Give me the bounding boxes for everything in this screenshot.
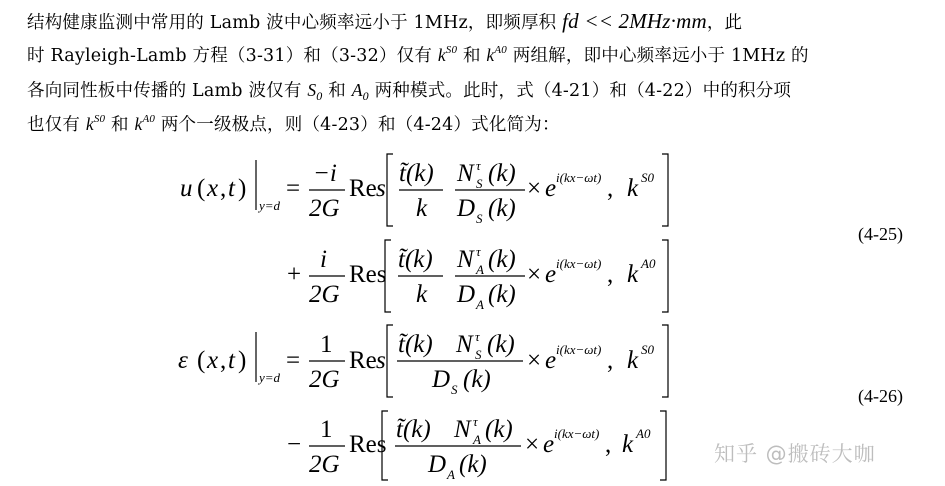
text-segment: 和 (105, 115, 135, 135)
svg-text:i(kx−ωt): i(kx−ωt) (556, 256, 602, 271)
bracket-left (387, 325, 393, 397)
text-segment: 两个一级极点，则（4-23）和（4-24）式化简为： (155, 115, 560, 135)
svg-text:A0: A0 (636, 426, 651, 441)
kS0-symbol: $k^{S0}$ (85, 113, 106, 134)
svg-text:): ) (238, 347, 247, 374)
svg-text:,: , (605, 431, 612, 458)
svg-text:,: , (220, 347, 227, 374)
bracket-right (662, 154, 668, 226)
svg-text:t̃(k): t̃(k) (399, 160, 434, 187)
svg-text:τ: τ (476, 158, 481, 173)
svg-text:×: × (527, 347, 542, 374)
svg-text:s: s (376, 347, 386, 374)
bracket-right (660, 411, 666, 480)
text-segment: 两种模式。此时，式（4-21）和（4-22）中的积分项 (368, 81, 792, 101)
svg-text:τ: τ (476, 244, 481, 259)
svg-text:t: t (228, 175, 235, 202)
A0-symbol: $A_0$ (351, 80, 369, 103)
bracket-left (387, 154, 393, 226)
bracket-right (662, 325, 668, 397)
svg-text:t̃(k): t̃(k) (396, 416, 431, 443)
svg-text:e: e (543, 431, 555, 458)
svg-text:(k): (k) (487, 331, 515, 358)
svg-text:A: A (476, 262, 484, 277)
svg-text:k: k (416, 281, 428, 308)
svg-text:t: t (228, 347, 235, 374)
equation-number-4-26: (4-26) (858, 386, 903, 406)
text-segment: 和 (457, 46, 487, 66)
svg-text:y=d: y=d (259, 370, 281, 385)
svg-text:N: N (457, 246, 474, 273)
kS0-symbol: $k^{S0}$ (437, 44, 458, 65)
svg-text:×: × (525, 431, 540, 458)
svg-text:S: S (475, 347, 482, 362)
text-segment: 结构健康监测中常用的 Lamb 波中心频率远小于 1MHz，即频厚积 (27, 13, 563, 33)
watermark: 知乎 @搬砖大咖 (714, 442, 876, 466)
svg-text:2G: 2G (309, 195, 340, 222)
text-segment: 时 Rayleigh-Lamb 方程（3-31）和（3-32）仅有 (27, 46, 438, 66)
svg-text:e: e (545, 347, 557, 374)
text-segment: 各向同性板中传播的 Lamb 波仅有 (27, 81, 308, 101)
svg-text:N: N (456, 331, 473, 358)
fd-condition-math: fd << 2MHz·mm (562, 9, 707, 33)
svg-text:Re: Re (349, 347, 377, 374)
svg-text:A0: A0 (641, 256, 656, 271)
svg-text:i(kx−ωt): i(kx−ωt) (556, 170, 602, 185)
text-segment: ，此 (706, 13, 743, 33)
svg-text:(k): (k) (485, 416, 513, 443)
svg-text:(: ( (197, 347, 206, 374)
svg-text:τ: τ (473, 414, 478, 429)
svg-text:×: × (527, 175, 542, 202)
svg-text:y=d: y=d (259, 198, 281, 213)
svg-text:S: S (476, 211, 483, 226)
svg-text:,: , (607, 347, 614, 374)
svg-text:ε: ε (178, 347, 188, 374)
svg-text:S0: S0 (641, 170, 654, 185)
text-segment: 两组解，即中心频率远小于 1MHz 的 (507, 46, 809, 66)
svg-text:S: S (476, 176, 483, 191)
svg-text:Res: Res (349, 261, 387, 288)
svg-text:D: D (457, 195, 476, 222)
svg-text:−: − (287, 431, 302, 458)
svg-text:2G: 2G (309, 451, 340, 478)
svg-text:2G: 2G (309, 281, 340, 308)
svg-text:k: k (416, 195, 428, 222)
bracket-right (662, 240, 668, 312)
svg-text:k: k (627, 261, 639, 288)
svg-text:k: k (622, 431, 634, 458)
svg-text:t̃(k): t̃(k) (398, 246, 433, 273)
svg-text:A: A (447, 467, 455, 482)
svg-text:u: u (180, 175, 193, 202)
svg-text:,: , (607, 175, 614, 202)
S0-symbol: $S_0$ (307, 80, 323, 103)
svg-text:(k): (k) (488, 195, 516, 222)
svg-text:x: x (207, 175, 219, 202)
svg-text:τ: τ (475, 329, 480, 344)
svg-text:(: ( (197, 175, 206, 202)
svg-text:i(kx−ωt): i(kx−ωt) (556, 342, 602, 357)
kA0-symbol: $k^{A0}$ (486, 44, 508, 65)
svg-text:e: e (545, 261, 557, 288)
svg-text:+: + (287, 261, 302, 288)
svg-text:k: k (627, 347, 639, 374)
svg-text:D: D (428, 451, 447, 478)
svg-text:D: D (432, 366, 451, 393)
svg-text:A: A (476, 297, 484, 312)
text-segment: 和 (322, 81, 352, 101)
svg-text:(k): (k) (459, 451, 487, 478)
svg-text:(k): (k) (488, 246, 516, 273)
svg-text:1: 1 (320, 331, 333, 358)
svg-text:,: , (220, 175, 227, 202)
svg-text:): ) (238, 175, 247, 202)
equation-number-4-25: (4-25) (858, 224, 903, 244)
svg-text:A: A (473, 432, 481, 447)
svg-text:2G: 2G (309, 366, 340, 393)
svg-text:Re: Re (349, 175, 377, 202)
svg-text:(k): (k) (463, 366, 491, 393)
svg-text:N: N (454, 416, 471, 443)
svg-text:i(kx−ωt): i(kx−ωt) (554, 426, 600, 441)
svg-text:S0: S0 (641, 342, 654, 357)
svg-text:s: s (376, 175, 386, 202)
svg-text:Res: Res (349, 431, 387, 458)
svg-text:i: i (320, 246, 327, 273)
svg-text:e: e (545, 175, 557, 202)
svg-text:,: , (607, 261, 614, 288)
svg-text:N: N (457, 160, 474, 187)
svg-text:1: 1 (320, 416, 333, 443)
svg-text:(k): (k) (488, 281, 516, 308)
svg-text:×: × (527, 261, 542, 288)
svg-text:−i: −i (313, 160, 337, 187)
kA0-symbol: $k^{A0}$ (134, 113, 156, 134)
svg-text:=: = (286, 347, 301, 374)
svg-text:S: S (451, 382, 458, 397)
svg-text:D: D (457, 281, 476, 308)
svg-text:x: x (207, 347, 219, 374)
svg-text:=: = (286, 175, 301, 202)
svg-text:t̃(k): t̃(k) (398, 331, 433, 358)
svg-text:k: k (627, 175, 639, 202)
svg-text:(k): (k) (488, 160, 516, 187)
text-segment: 也仅有 (27, 115, 86, 135)
